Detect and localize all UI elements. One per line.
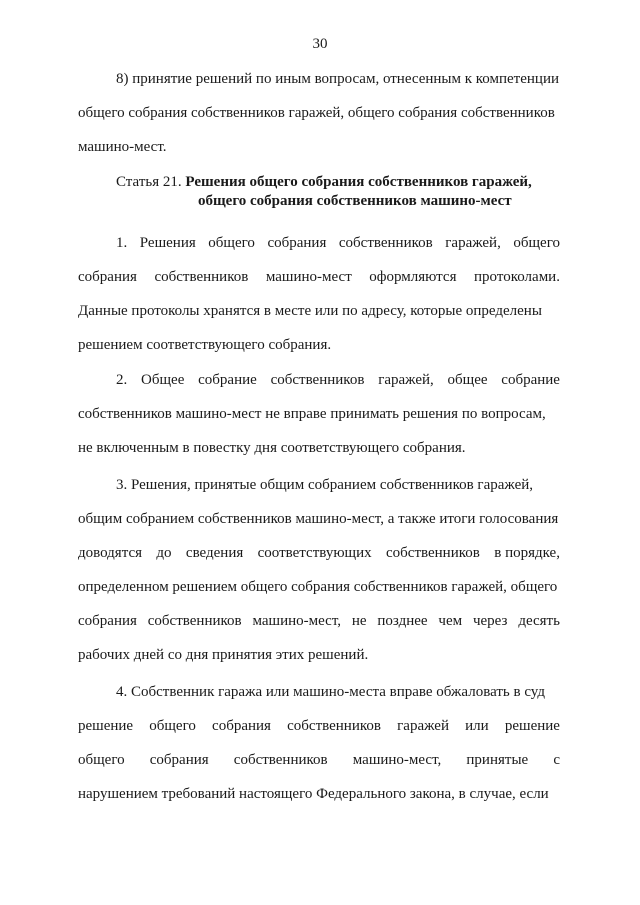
p4-line4: нарушением требований настоящего Федерального закона, в случае, если <box>78 786 549 802</box>
word: собрания <box>149 752 209 768</box>
word: до <box>156 545 172 561</box>
item8-line2: общего собрания собственников гаражей, общего собрания собственников <box>78 105 555 121</box>
word: чем <box>438 613 463 629</box>
article-heading-line2 <box>198 192 512 210</box>
word: 2. <box>116 372 128 388</box>
word: Решения <box>139 235 196 251</box>
word: принятые <box>466 752 529 768</box>
word: общего <box>78 752 125 768</box>
word: собственников <box>386 545 480 561</box>
word: соответствующих <box>257 545 372 561</box>
word: машино-мест, <box>352 752 442 768</box>
word: общего <box>208 235 255 251</box>
p3-line3 <box>78 544 560 562</box>
word: собрание <box>501 372 560 388</box>
word: собрания <box>267 235 327 251</box>
word: собственников <box>338 235 433 251</box>
word: не <box>351 613 367 629</box>
p1-line4: решением соответствующего собрания. <box>78 337 332 353</box>
word: протоколами. <box>474 269 560 285</box>
word: десять <box>518 613 560 629</box>
word: машино-мест, <box>252 613 341 629</box>
word: в порядке, <box>494 545 560 561</box>
p3-line4: определенном решением общего собрания собственников гаражей, общего <box>78 579 558 595</box>
word: через <box>472 613 508 629</box>
word: общего <box>149 718 196 734</box>
p3-line6: рабочих дней со дня принятия этих решений. <box>78 647 369 663</box>
p2-line3: не включенным в повестку дня соответствующего собрания. <box>78 440 466 456</box>
p3-line5 <box>78 612 560 630</box>
word: сведения <box>185 545 244 561</box>
article-label: Статья 21. <box>116 174 182 190</box>
word: общее <box>447 372 488 388</box>
word: решение <box>78 718 134 734</box>
word: гаражей <box>397 718 449 734</box>
p3-line2: общим собранием собственников машино-мест, а также итоги голосования <box>78 511 559 527</box>
word: решение <box>504 718 560 734</box>
word: с <box>553 752 560 768</box>
p1-line3: Данные протоколы хранятся в месте или по адресу, которые определены <box>78 303 542 319</box>
word: позднее <box>377 613 428 629</box>
word: собрание <box>198 372 257 388</box>
word: Общее <box>141 372 185 388</box>
item8-line3: машино-мест. <box>78 139 167 155</box>
item8-line1 <box>116 70 560 88</box>
p4-line1: 4. Собственник гаража или машино-места вправе обжаловать в суд <box>116 684 545 700</box>
word: общего <box>513 235 560 251</box>
word: собственников <box>270 372 365 388</box>
word: 1. <box>116 235 128 251</box>
p1-line2 <box>78 268 560 286</box>
word: собственников <box>287 718 381 734</box>
word: гаражей, <box>445 235 501 251</box>
p4-line3 <box>78 751 560 769</box>
word: доводятся <box>78 545 143 561</box>
p2-line1 <box>116 371 560 389</box>
word: или <box>465 718 489 734</box>
word: собрания <box>78 613 137 629</box>
p2-line2: собственников машино-мест не вправе принимать решения по вопросам, <box>78 406 546 422</box>
word: собрания <box>78 269 137 285</box>
p4-line2 <box>78 717 560 735</box>
word: собрания <box>212 718 271 734</box>
p3-line1: 3. Решения, принятые общим собранием собственников гаражей, <box>116 477 534 493</box>
item8-line1-text: 8) принятие решений по иным вопросам, отнесенным к компетенции <box>116 71 560 87</box>
p1-line1 <box>116 234 560 252</box>
word: машино-мест <box>265 269 352 285</box>
article-title-line2: общего собрания собственников машино-мест <box>198 193 512 209</box>
word: собственников <box>147 613 242 629</box>
word: оформляются <box>369 269 457 285</box>
word: гаражей, <box>378 372 434 388</box>
word: собственников <box>233 752 328 768</box>
article-heading-line1 <box>116 173 532 191</box>
word: собственников <box>154 269 249 285</box>
page-number: 30 <box>312 36 328 52</box>
article-title-line1: Решения общего собрания собственников гаражей, <box>185 174 532 190</box>
